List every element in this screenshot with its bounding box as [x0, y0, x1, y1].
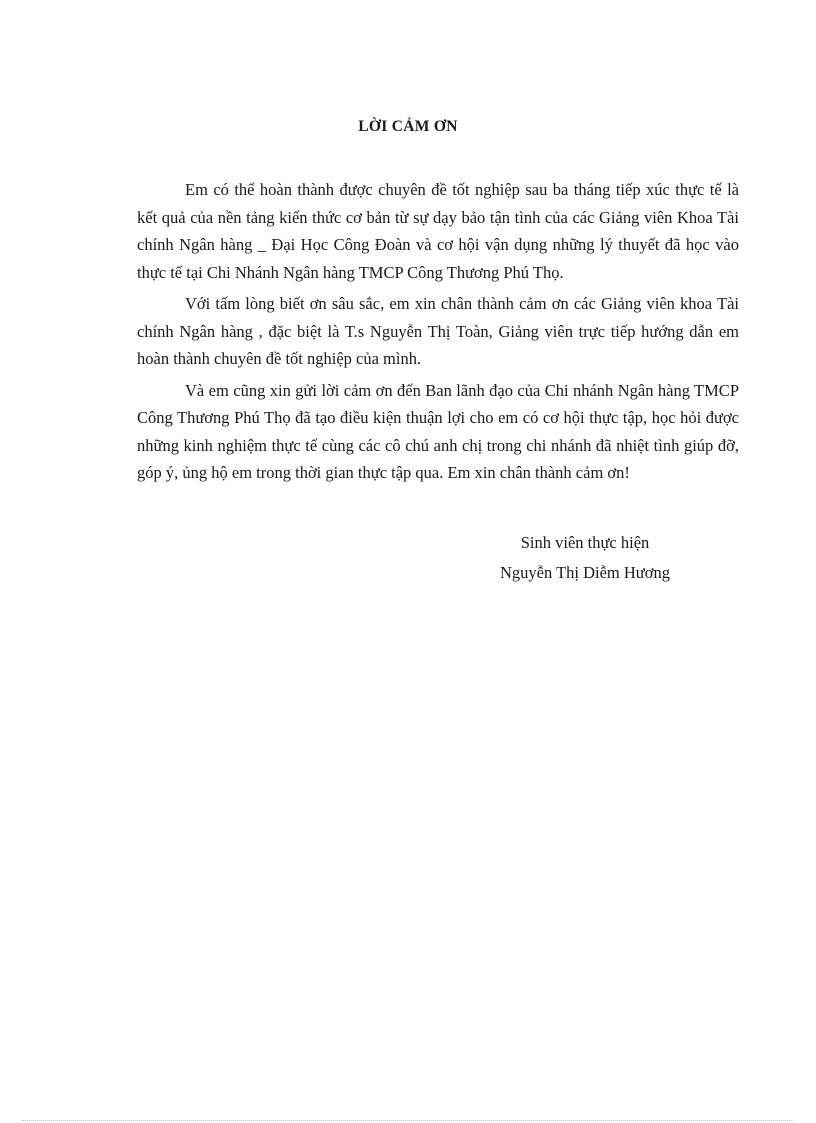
acknowledgement-body [137, 176, 739, 491]
paragraph-2: Với tấm lòng biết ơn sâu sắc, em xin chân thành cảm ơn các Giảng viên khoa Tài chính Ngân hàng , đặc biệt là T.s Nguyễn Thị Toàn, Giảng viên trực tiếp hướng dẫn em hoàn thành chuyên đề tốt nghiệp của mình. [137, 294, 739, 368]
page-bottom-rule [22, 1120, 794, 1121]
paragraph-3: Và em cũng xin gửi lời cảm ơn đến Ban lãnh đạo của Chi nhánh Ngân hàng TMCP Công Thương Phú Thọ đã tạo điều kiện thuận lợi cho em có cơ hội thực tập, học hỏi được những kinh nghiệm thực tế cùng các cô chú anh chị trong chi nhánh đã nhiệt tình giúp đỡ, góp ý, ủng hộ em trong thời gian thực tập qua. Em xin chân thành cảm ơn! [137, 380, 739, 482]
signature-name: Nguyễn Thị Diễm Hương [500, 563, 670, 582]
signature-role: Sinh viên thực hiện [520, 533, 650, 552]
signature-block [470, 528, 700, 588]
paragraph-1: Em có thể hoàn thành được chuyên đề tốt nghiệp sau ba tháng tiếp xúc thực tế là kết quả của nền tảng kiến thức cơ bản từ sự dạy bảo tận tình của các Giảng viên Khoa Tài chính Ngân hàng _ Đại Học Công Đoàn và cơ hội vận dụng những lý thuyết đã học vào thực tế tại Chi Nhánh Ngân hàng TMCP Công Thương Phú Thọ. [137, 180, 739, 282]
page-title: LỜI CẢM ƠN [358, 118, 458, 135]
